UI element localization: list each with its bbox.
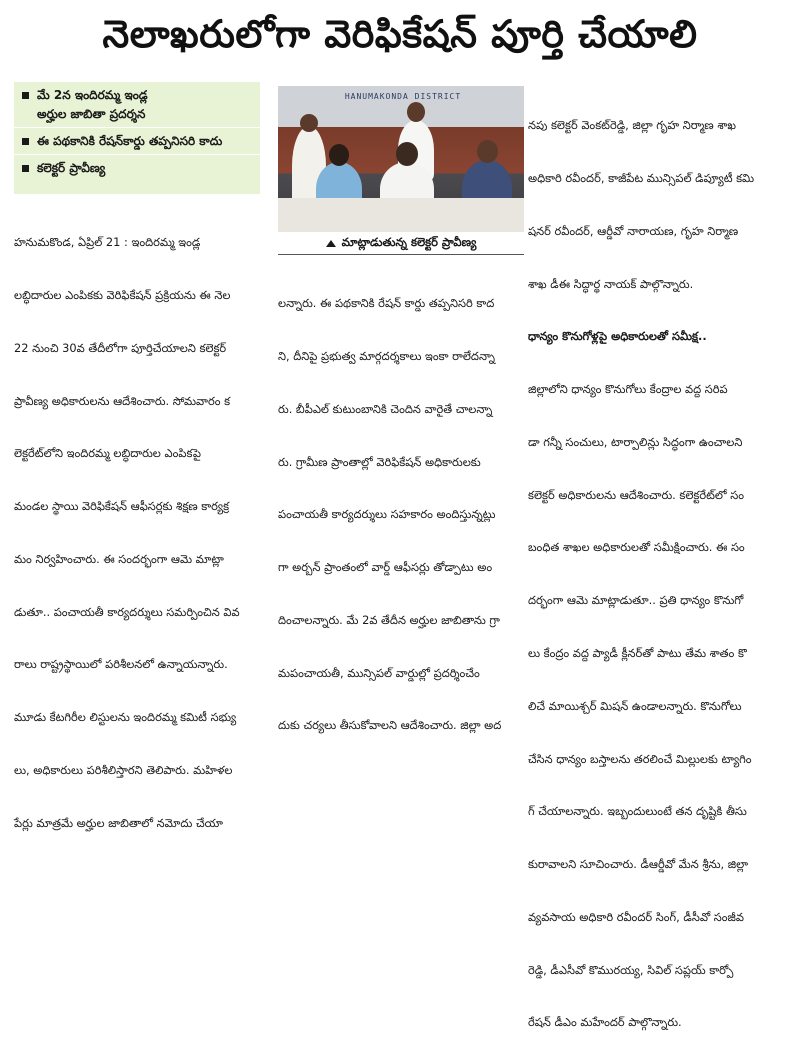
article-column-right bbox=[528, 82, 790, 1050]
article-line: హనుమకొండ, ఏప్రిల్ 21 : ఇందిరమ్మ ఇండ్ల bbox=[14, 235, 201, 250]
article-line: డుతూ.. పంచాయతీ కార్యదర్శులు సమర్పించిన వివ bbox=[14, 604, 240, 619]
article-line: దించాలన్నారు. మే 2వ తేదీన అర్హుల జాబితాను గ్రా bbox=[278, 612, 500, 627]
article-line: లు కేంద్రం వద్ద ప్యాడీ క్లీనర్‌తో పాటు తేమ శాతం కొ bbox=[528, 646, 747, 660]
person-head bbox=[396, 142, 418, 166]
caption-marker-icon bbox=[326, 240, 336, 247]
article-line: కురావాలని సూచించారు. డీఆర్డీవో మేన శ్రీను, జిల్లా bbox=[528, 857, 749, 872]
article-line: రు. గ్రామీణ ప్రాంతాల్లో వెరిఫికేషన్ అధికారులకు bbox=[278, 454, 481, 469]
highlight-text: కలెక్టర్ ప్రావీణ్య bbox=[37, 161, 106, 175]
bullet-icon bbox=[22, 92, 29, 99]
highlight-text: ఈ పథకానికి రేషన్‌కార్డు తప్పనిసరి కాదు bbox=[37, 134, 223, 148]
article-line: రాలు రాష్ట్రస్థాయిలో పరిశీలనలో ఉన్నాయన్నారు. bbox=[14, 657, 228, 672]
article-line: పంచాయతీ కార్యదర్శులు సహకారం అందిస్తున్నట్లు bbox=[278, 507, 496, 522]
article-line: రు. బీపీఎల్ కుటుంబానికి చెందిన వారైతే చాలన్నా bbox=[278, 401, 493, 416]
meeting-table bbox=[278, 198, 524, 232]
person-head bbox=[407, 102, 425, 122]
article-line: లబ్ధిదారుల ఎంపికకు వెరిఫికేషన్ ప్రక్రియను ఈ నెల bbox=[14, 287, 231, 302]
article-line: కలెక్టర్ అధికారులను ఆదేశించారు. కలెక్టరేట్‌లో సం bbox=[528, 487, 745, 502]
person-head bbox=[329, 144, 349, 166]
article-line: గా అర్బన్ ప్రాంతంలో వార్డ్ ఆఫీసర్లు తోడ్పాటు అం bbox=[278, 560, 493, 575]
headline: నెలాఖరులోగా వెరిఫికేషన్ పూర్తి చేయాలి bbox=[102, 12, 698, 56]
highlight-item bbox=[14, 82, 260, 128]
article-line: లిచే మాయిశ్చర్ మిషన్ ఉండాలన్నారు. కొనుగోలు bbox=[528, 698, 742, 713]
article-line: జిల్లాలోని ధాన్యం కొనుగోలు కేంద్రాల వద్ద సరిప bbox=[528, 382, 728, 397]
article-line: మం నిర్వహించారు. ఈ సందర్భంగా ఆమె మాట్లా bbox=[14, 551, 224, 566]
news-photo bbox=[278, 86, 524, 232]
photo-banner: HANUMAKONDA DISTRICT bbox=[344, 92, 462, 101]
article-line: డా గన్నీ సంచులు, టార్పాలిన్లు సిద్ధంగా ఉంచాలని bbox=[528, 434, 743, 449]
article-line: వ్యవసాయ అధికారి రవీందర్ సింగ్, డీసీవో సంజీవ bbox=[528, 909, 744, 924]
highlight-item bbox=[14, 155, 260, 181]
article-line: రెడ్డి, డీఎసీవో కొమురయ్య, సివిల్ సప్లయ్ కార్పో bbox=[528, 962, 734, 977]
highlights-box bbox=[14, 82, 260, 194]
article-line: ప్రావీణ్య అధికారులను ఆదేశించారు. సోమవారం క bbox=[14, 393, 231, 408]
article-line: రేషన్ డీఎం మహేందర్ పాల్గొన్నారు. bbox=[528, 1015, 682, 1030]
article-column-left bbox=[14, 199, 274, 850]
article-line: మండల స్థాయి వెరిఫికేషన్ ఆఫీసర్లకు శిక్షణ కార్యక్ర bbox=[14, 499, 230, 514]
article-line: దర్భంగా ఆమె మాట్లాడుతూ.. ప్రతి ధాన్యం కొనుగో bbox=[528, 593, 744, 608]
photo-caption bbox=[278, 232, 524, 255]
article-line: బంధిత శాఖల అధికారులతో సమీక్షించారు. ఈ సం bbox=[528, 540, 745, 555]
article-line: దుకు చర్యలు తీసుకోవాలని ఆదేశించారు. జిల్లా అద bbox=[278, 718, 502, 733]
person-head bbox=[477, 140, 498, 163]
bullet-icon bbox=[22, 165, 29, 172]
highlight-text: మే 2న ఇందిరమ్మ ఇండ్ల అర్హుల జాబితా ప్రదర్శన bbox=[37, 88, 148, 121]
article-line: లెక్టరేట్‌లోని ఇందిరమ్మ లబ్ధిదారుల ఎంపికపై bbox=[14, 446, 202, 461]
highlight-item bbox=[14, 128, 260, 155]
subheading: ధాన్యం కొనుగోళ్లపై అధికారులతో సమీక్ష.. bbox=[528, 329, 707, 344]
article-line: మూడు కేటగిరీల లిస్టులను ఇందిరమ్మ కమిటీ సభ్యు bbox=[14, 710, 237, 725]
article-line: చేసిన ధాన్యం బస్తాలను తరలించే మిల్లులకు ట్యాగిం bbox=[528, 751, 752, 766]
article-line: షనర్ రవీందర్, ఆర్డీవో నారాయణ, గృహ నిర్మాణ bbox=[528, 223, 739, 238]
article-line: లు, అధికారులు పరిశీలిస్తారని తెలిపారు. మహిళల bbox=[14, 763, 233, 777]
article-line: నపు కలెక్టర్ వెంకట్‌రెడ్డి, జిల్లా గృహ నిర్మాణ శాఖ bbox=[528, 118, 736, 133]
article-line: మపంచాయతీ, మున్సిపల్ వార్డుల్లో ప్రదర్శించేం bbox=[278, 665, 480, 680]
article-line: 22 నుంచి 30వ తేదీలోగా పూర్తిచేయాలని కలెక్టర్ bbox=[14, 340, 227, 355]
article-line: అధికారి రవీందర్, కాజీపేట మున్సిపల్ డిప్యూటీ కమి bbox=[528, 170, 755, 185]
article-line: ని, దీనిపై ప్రభుత్వ మార్గదర్శకాలు ఇంకా రాలేదన్నా bbox=[278, 348, 495, 363]
article-line: గ్ చేయాలన్నారు. ఇబ్బందులుంటే తన దృష్టికి తీసు bbox=[528, 804, 747, 819]
article-line: శాఖ డీఈ సిద్ధార్థ నాయక్ పాల్గొన్నారు. bbox=[528, 276, 694, 291]
person-head bbox=[300, 114, 318, 132]
photo-caption-text: మాట్లాడుతున్న కలెక్టర్ ప్రావీణ్య bbox=[341, 234, 477, 249]
article-column-middle bbox=[278, 260, 524, 753]
article-line: లన్నారు. ఈ పథకానికి రేషన్ కార్డు తప్పనిసరి కాద bbox=[278, 296, 495, 311]
bullet-icon bbox=[22, 138, 29, 145]
article-line: పేర్లు మాత్రమే అర్హుల జాబితాలో నమోదు చేయా bbox=[14, 815, 223, 830]
